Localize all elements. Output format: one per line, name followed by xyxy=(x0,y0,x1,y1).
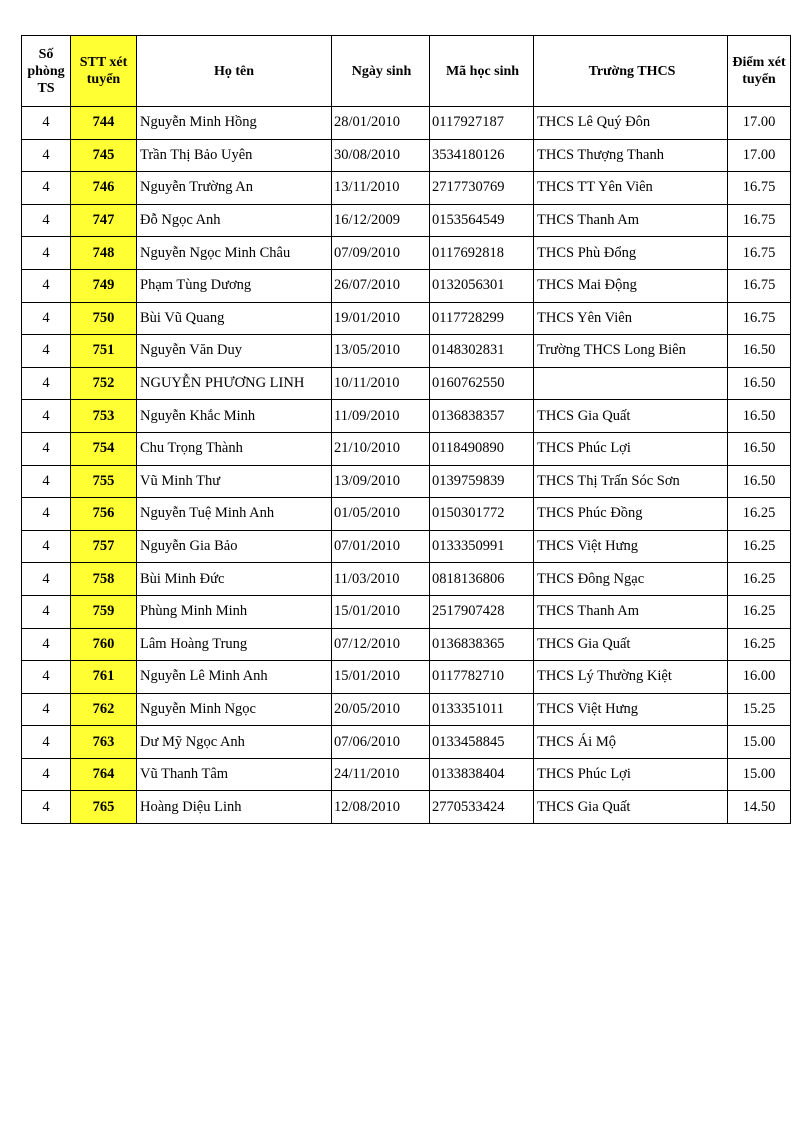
cell-dob: 30/08/2010 xyxy=(332,139,430,172)
table-row xyxy=(22,204,791,237)
cell-school: THCS Gia Quất xyxy=(534,400,728,433)
cell-school: THCS TT Yên Viên xyxy=(534,172,728,205)
cell-school: THCS Yên Viên xyxy=(534,302,728,335)
cell-stt: 745 xyxy=(71,139,137,172)
table-row xyxy=(22,530,791,563)
cell-name: Vũ Thanh Tâm xyxy=(137,758,332,791)
table-row xyxy=(22,172,791,205)
cell-student-id: 0133458845 xyxy=(430,726,534,759)
cell-dob: 19/01/2010 xyxy=(332,302,430,335)
cell-stt: 744 xyxy=(71,107,137,140)
cell-room: 4 xyxy=(22,237,71,270)
cell-score: 15.25 xyxy=(728,693,791,726)
cell-name: Nguyễn Minh Ngọc xyxy=(137,693,332,726)
cell-score: 16.75 xyxy=(728,237,791,270)
cell-stt: 751 xyxy=(71,335,137,368)
cell-student-id: 0117728299 xyxy=(430,302,534,335)
cell-student-id: 0117692818 xyxy=(430,237,534,270)
cell-dob: 13/05/2010 xyxy=(332,335,430,368)
cell-name: NGUYỄN PHƯƠNG LINH xyxy=(137,367,332,400)
cell-stt: 756 xyxy=(71,498,137,531)
cell-room: 4 xyxy=(22,172,71,205)
cell-name: Nguyễn Gia Bảo xyxy=(137,530,332,563)
cell-student-id: 0132056301 xyxy=(430,269,534,302)
cell-dob: 01/05/2010 xyxy=(332,498,430,531)
cell-name: Đỗ Ngọc Anh xyxy=(137,204,332,237)
cell-name: Nguyễn Minh Hồng xyxy=(137,107,332,140)
cell-name: Trần Thị Bảo Uyên xyxy=(137,139,332,172)
cell-score: 16.25 xyxy=(728,498,791,531)
table-row xyxy=(22,335,791,368)
cell-room: 4 xyxy=(22,693,71,726)
cell-school: THCS Phúc Lợi xyxy=(534,432,728,465)
table-row xyxy=(22,595,791,628)
cell-school: THCS Ái Mộ xyxy=(534,726,728,759)
cell-stt: 755 xyxy=(71,465,137,498)
cell-student-id: 2717730769 xyxy=(430,172,534,205)
cell-score: 14.50 xyxy=(728,791,791,824)
cell-student-id: 0150301772 xyxy=(430,498,534,531)
cell-stt: 765 xyxy=(71,791,137,824)
table-row xyxy=(22,791,791,824)
cell-room: 4 xyxy=(22,367,71,400)
cell-dob: 28/01/2010 xyxy=(332,107,430,140)
admission-table xyxy=(21,35,791,824)
table-body xyxy=(22,107,791,824)
table-header xyxy=(22,36,791,107)
header-stt: STT xét tuyển xyxy=(71,36,137,107)
header-school: Trường THCS xyxy=(534,36,728,107)
cell-score: 16.25 xyxy=(728,530,791,563)
cell-room: 4 xyxy=(22,302,71,335)
cell-dob: 26/07/2010 xyxy=(332,269,430,302)
cell-name: Chu Trọng Thành xyxy=(137,432,332,465)
cell-room: 4 xyxy=(22,758,71,791)
cell-stt: 760 xyxy=(71,628,137,661)
header-row xyxy=(22,36,791,107)
cell-student-id: 0136838357 xyxy=(430,400,534,433)
header-dob: Ngày sinh xyxy=(332,36,430,107)
cell-room: 4 xyxy=(22,335,71,368)
cell-stt: 747 xyxy=(71,204,137,237)
cell-dob: 16/12/2009 xyxy=(332,204,430,237)
cell-room: 4 xyxy=(22,204,71,237)
cell-school: THCS Lý Thường Kiệt xyxy=(534,661,728,694)
cell-room: 4 xyxy=(22,563,71,596)
cell-school: THCS Việt Hưng xyxy=(534,693,728,726)
table-row xyxy=(22,498,791,531)
cell-student-id: 0160762550 xyxy=(430,367,534,400)
cell-score: 16.50 xyxy=(728,335,791,368)
cell-score: 16.25 xyxy=(728,563,791,596)
cell-dob: 10/11/2010 xyxy=(332,367,430,400)
cell-score: 16.50 xyxy=(728,432,791,465)
cell-score: 17.00 xyxy=(728,139,791,172)
table-row xyxy=(22,139,791,172)
cell-dob: 07/06/2010 xyxy=(332,726,430,759)
table-row xyxy=(22,563,791,596)
table-row xyxy=(22,758,791,791)
cell-name: Bùi Minh Đức xyxy=(137,563,332,596)
cell-stt: 758 xyxy=(71,563,137,596)
cell-stt: 749 xyxy=(71,269,137,302)
cell-room: 4 xyxy=(22,432,71,465)
cell-school: THCS Mai Động xyxy=(534,269,728,302)
cell-name: Nguyễn Lê Minh Anh xyxy=(137,661,332,694)
cell-school: THCS Gia Quất xyxy=(534,628,728,661)
cell-school: THCS Thanh Am xyxy=(534,204,728,237)
cell-school: THCS Gia Quất xyxy=(534,791,728,824)
cell-room: 4 xyxy=(22,726,71,759)
cell-score: 16.75 xyxy=(728,302,791,335)
cell-school: THCS Lê Quý Đôn xyxy=(534,107,728,140)
cell-name: Lâm Hoàng Trung xyxy=(137,628,332,661)
cell-dob: 20/05/2010 xyxy=(332,693,430,726)
table-row xyxy=(22,269,791,302)
cell-student-id: 2517907428 xyxy=(430,595,534,628)
cell-name: Dư Mỹ Ngọc Anh xyxy=(137,726,332,759)
cell-score: 15.00 xyxy=(728,758,791,791)
cell-dob: 11/03/2010 xyxy=(332,563,430,596)
cell-student-id: 0153564549 xyxy=(430,204,534,237)
cell-score: 15.00 xyxy=(728,726,791,759)
cell-student-id: 0133838404 xyxy=(430,758,534,791)
table-row xyxy=(22,107,791,140)
cell-score: 16.25 xyxy=(728,628,791,661)
cell-room: 4 xyxy=(22,661,71,694)
cell-stt: 759 xyxy=(71,595,137,628)
cell-student-id: 0148302831 xyxy=(430,335,534,368)
cell-student-id: 0117927187 xyxy=(430,107,534,140)
cell-score: 16.00 xyxy=(728,661,791,694)
cell-school: Trường THCS Long Biên xyxy=(534,335,728,368)
cell-stt: 753 xyxy=(71,400,137,433)
cell-room: 4 xyxy=(22,595,71,628)
table-row xyxy=(22,237,791,270)
table-row xyxy=(22,367,791,400)
cell-student-id: 0133351011 xyxy=(430,693,534,726)
cell-room: 4 xyxy=(22,107,71,140)
table-row xyxy=(22,432,791,465)
cell-stt: 762 xyxy=(71,693,137,726)
cell-room: 4 xyxy=(22,791,71,824)
cell-student-id: 0118490890 xyxy=(430,432,534,465)
table-row xyxy=(22,661,791,694)
cell-dob: 12/08/2010 xyxy=(332,791,430,824)
table-row xyxy=(22,726,791,759)
cell-school: THCS Phúc Lợi xyxy=(534,758,728,791)
cell-name: Nguyễn Trường An xyxy=(137,172,332,205)
header-room: Số phòng TS xyxy=(22,36,71,107)
cell-score: 16.50 xyxy=(728,367,791,400)
table-row xyxy=(22,302,791,335)
cell-school: THCS Thị Trấn Sóc Sơn xyxy=(534,465,728,498)
cell-room: 4 xyxy=(22,139,71,172)
cell-room: 4 xyxy=(22,530,71,563)
cell-dob: 24/11/2010 xyxy=(332,758,430,791)
cell-dob: 07/01/2010 xyxy=(332,530,430,563)
cell-name: Vũ Minh Thư xyxy=(137,465,332,498)
cell-dob: 13/09/2010 xyxy=(332,465,430,498)
cell-stt: 748 xyxy=(71,237,137,270)
cell-room: 4 xyxy=(22,628,71,661)
header-score: Điểm xét tuyển xyxy=(728,36,791,107)
cell-student-id: 0133350991 xyxy=(430,530,534,563)
cell-name: Phạm Tùng Dương xyxy=(137,269,332,302)
cell-stt: 761 xyxy=(71,661,137,694)
cell-dob: 07/09/2010 xyxy=(332,237,430,270)
cell-dob: 21/10/2010 xyxy=(332,432,430,465)
cell-stt: 757 xyxy=(71,530,137,563)
cell-room: 4 xyxy=(22,465,71,498)
header-name: Họ tên xyxy=(137,36,332,107)
cell-name: Phùng Minh Minh xyxy=(137,595,332,628)
cell-name: Bùi Vũ Quang xyxy=(137,302,332,335)
cell-school: THCS Phù Đổng xyxy=(534,237,728,270)
cell-name: Nguyễn Khắc Minh xyxy=(137,400,332,433)
cell-stt: 764 xyxy=(71,758,137,791)
cell-student-id: 0818136806 xyxy=(430,563,534,596)
cell-stt: 752 xyxy=(71,367,137,400)
cell-stt: 746 xyxy=(71,172,137,205)
table-row xyxy=(22,628,791,661)
cell-student-id: 2770533424 xyxy=(430,791,534,824)
cell-room: 4 xyxy=(22,498,71,531)
cell-school: THCS Thanh Am xyxy=(534,595,728,628)
cell-room: 4 xyxy=(22,269,71,302)
cell-dob: 11/09/2010 xyxy=(332,400,430,433)
cell-score: 17.00 xyxy=(728,107,791,140)
cell-stt: 754 xyxy=(71,432,137,465)
table-row xyxy=(22,400,791,433)
cell-student-id: 0139759839 xyxy=(430,465,534,498)
cell-score: 16.50 xyxy=(728,465,791,498)
header-student-id: Mã học sinh xyxy=(430,36,534,107)
cell-name: Nguyễn Ngọc Minh Châu xyxy=(137,237,332,270)
cell-school: THCS Thượng Thanh xyxy=(534,139,728,172)
cell-name: Hoàng Diệu Linh xyxy=(137,791,332,824)
cell-school: THCS Phúc Đồng xyxy=(534,498,728,531)
cell-dob: 13/11/2010 xyxy=(332,172,430,205)
cell-dob: 15/01/2010 xyxy=(332,661,430,694)
table-row xyxy=(22,465,791,498)
cell-school: THCS Đông Ngạc xyxy=(534,563,728,596)
cell-school: THCS Việt Hưng xyxy=(534,530,728,563)
cell-student-id: 3534180126 xyxy=(430,139,534,172)
cell-name: Nguyễn Tuệ Minh Anh xyxy=(137,498,332,531)
cell-room: 4 xyxy=(22,400,71,433)
cell-student-id: 0117782710 xyxy=(430,661,534,694)
cell-score: 16.75 xyxy=(728,269,791,302)
cell-score: 16.50 xyxy=(728,400,791,433)
cell-name: Nguyễn Văn Duy xyxy=(137,335,332,368)
cell-student-id: 0136838365 xyxy=(430,628,534,661)
cell-school xyxy=(534,367,728,400)
cell-score: 16.25 xyxy=(728,595,791,628)
cell-score: 16.75 xyxy=(728,172,791,205)
cell-dob: 15/01/2010 xyxy=(332,595,430,628)
cell-score: 16.75 xyxy=(728,204,791,237)
cell-dob: 07/12/2010 xyxy=(332,628,430,661)
cell-stt: 763 xyxy=(71,726,137,759)
cell-stt: 750 xyxy=(71,302,137,335)
table-row xyxy=(22,693,791,726)
